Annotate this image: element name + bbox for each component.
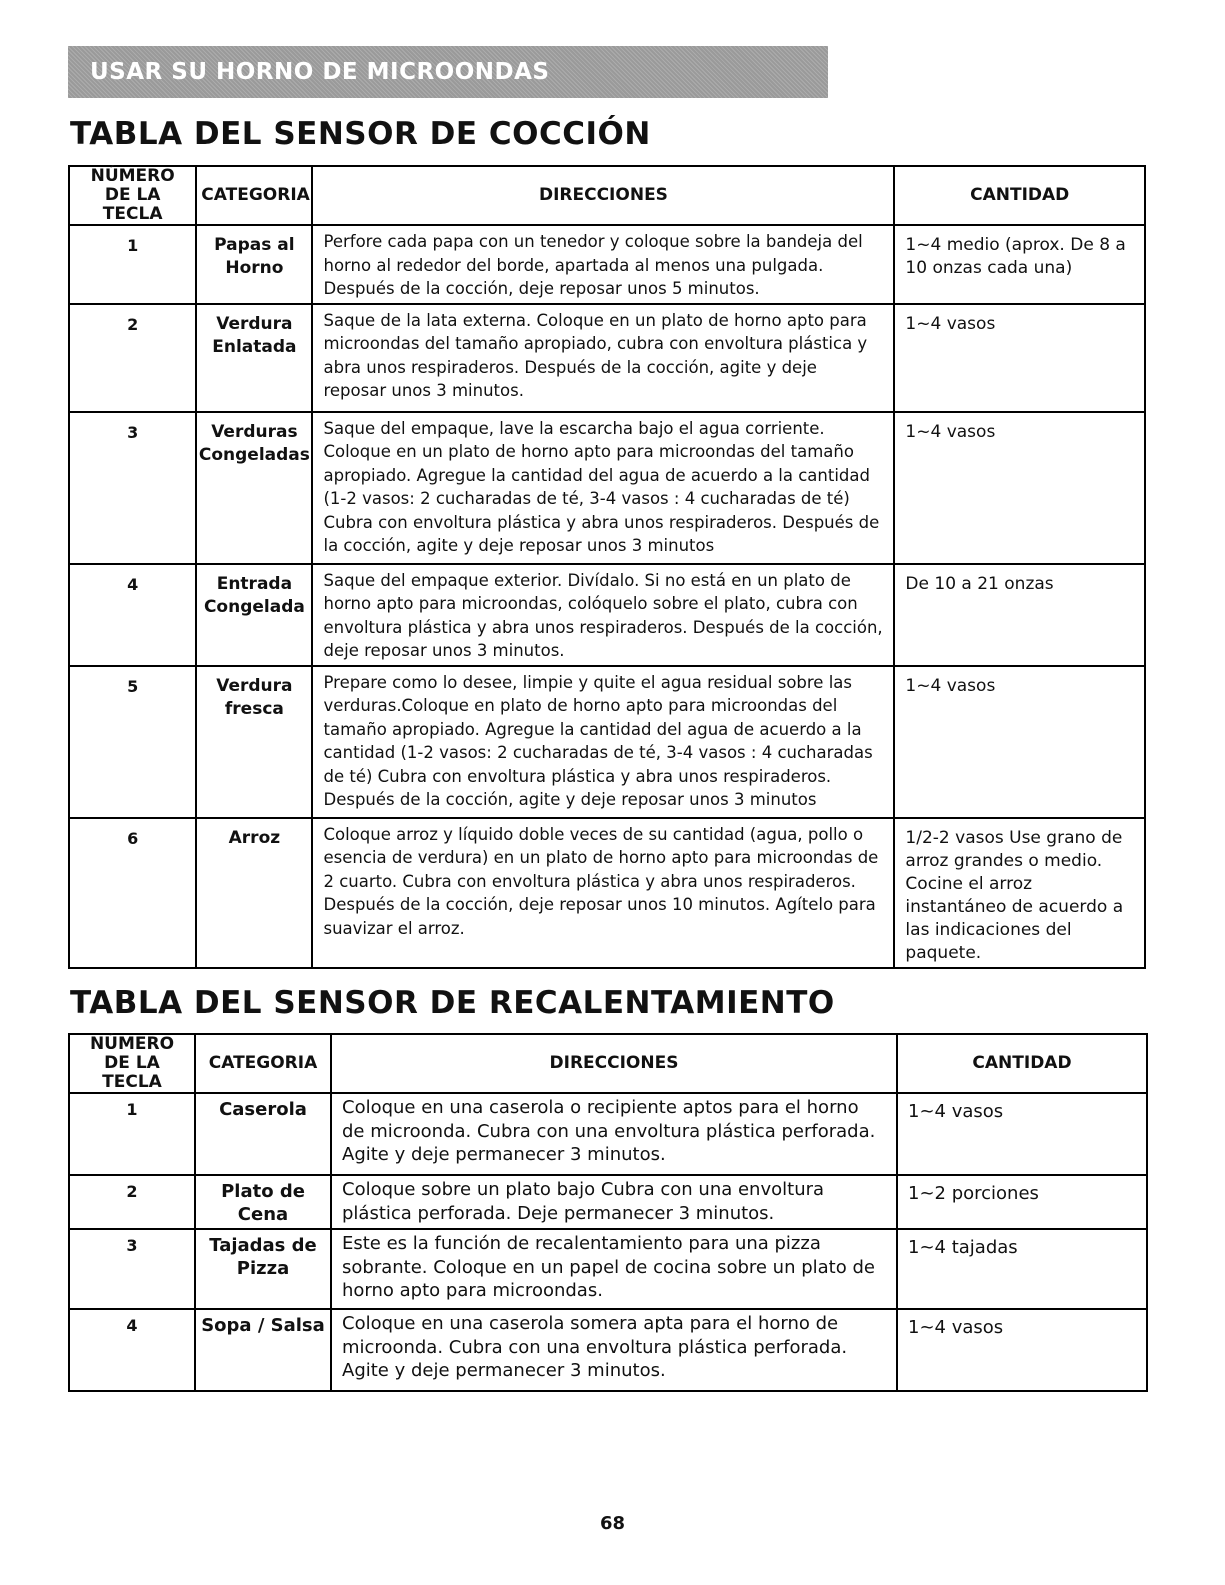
row-category: Papas al Horno bbox=[196, 225, 312, 304]
page-number: 68 bbox=[599, 1513, 626, 1534]
row-directions: Saque del empaque exterior. Divídalo. Si no está en un plato de horno apto para microondas, colóquelo sobre el plato, cubra con envoltura plástica y abra unos respiraderos. Después de la cocción, deje reposar unos 3 minutos. bbox=[312, 564, 894, 666]
row-quantity: 1~2 porciones bbox=[897, 1175, 1147, 1229]
row-directions: Coloque en una caserola somera apta para el horno de microonda. Cubra con una envoltura plástica perforada. Agite y deje permanecer 3 minutos. bbox=[331, 1309, 897, 1391]
table-row bbox=[69, 304, 1145, 412]
row-number: 3 bbox=[69, 1229, 195, 1309]
row-directions: Prepare como lo desee, limpie y quite el agua residual sobre las verduras.Coloque en plato de horno apto para microondas del tamaño apropiado. Agregue la cantidad del agua de acuerdo a la cantidad (1-2 vasos: 2 cucharadas de té, 3-4 vasos : 4 cucharadas de té) Cubra con envoltura plástica y abra unos respiraderos. Después de la cocción, agite y deje reposar unos 3 minutos bbox=[312, 666, 894, 818]
row-quantity: 1~4 vasos bbox=[897, 1309, 1147, 1391]
table-header-row bbox=[69, 166, 1145, 225]
table-row bbox=[69, 1093, 1147, 1175]
header-directions: DIRECCIONES bbox=[331, 1034, 897, 1093]
row-quantity: 1~4 vasos bbox=[894, 666, 1145, 818]
table-row bbox=[69, 564, 1145, 666]
table-row bbox=[69, 1309, 1147, 1391]
row-quantity: 1~4 vasos bbox=[894, 304, 1145, 412]
row-directions: Este es la función de recalentamiento para una pizza sobrante. Coloque en un papel de cocina sobre un plato de horno apto para microondas. bbox=[331, 1229, 897, 1309]
table-row bbox=[69, 666, 1145, 818]
row-number: 4 bbox=[69, 564, 196, 666]
row-category: Verdura fresca bbox=[196, 666, 312, 818]
reheat-sensor-table bbox=[68, 1033, 1148, 1392]
header-category: CATEGORIA bbox=[196, 166, 312, 225]
section-banner bbox=[68, 46, 828, 98]
row-directions: Coloque sobre un plato bajo Cubra con una envoltura plástica perforada. Deje permanecer 3 minutos. bbox=[331, 1175, 897, 1229]
row-directions: Coloque arroz y líquido doble veces de su cantidad (agua, pollo o esencia de verdura) en un plato de horno apto para microondas de 2 cuarto. Cubra con envoltura plástica y abra unos respiraderos. Después de la cocción, deje reposar unos 10 minutos. Agítelo para suavizar el arroz. bbox=[312, 818, 894, 968]
reheat-table-title: TABLA DEL SENSOR DE RECALENTAMIENTO bbox=[70, 985, 835, 1021]
row-directions: Saque del empaque, lave la escarcha bajo el agua corriente. Coloque en un plato de horno apto para microondas del tamaño apropiado. Agregue la cantidad del agua de acuerdo a la cantidad (1-2 vasos: 2 cucharadas de té, 3-4 vasos : 4 cucharadas de té) Cubra con envoltura plástica y abra unos respiraderos. Después de la cocción, agite y deje reposar unos 3 minutos bbox=[312, 412, 894, 564]
row-directions: Perfore cada papa con un tenedor y coloque sobre la bandeja del horno al rededor del borde, apartada al menos una pulgada. Después de la cocción, deje reposar unos 5 minutos. bbox=[312, 225, 894, 304]
row-quantity: 1~4 tajadas bbox=[897, 1229, 1147, 1309]
header-number: NÚMERO DE LA TECLA bbox=[69, 166, 196, 225]
row-number: 1 bbox=[69, 225, 196, 304]
row-quantity: 1/2-2 vasos Use grano de arroz grandes o medio. Cocine el arroz instantáneo de acuerdo a las indicaciones del paquete. bbox=[894, 818, 1145, 968]
table-row bbox=[69, 1229, 1147, 1309]
row-category: Caserola bbox=[195, 1093, 331, 1175]
table-header-row bbox=[69, 1034, 1147, 1093]
row-directions: Saque de la lata externa. Coloque en un plato de horno apto para microondas del tamaño apropiado, cubra con envoltura plástica y abra unos respiraderos. Después de la cocción, agite y deje reposar unos 3 minutos. bbox=[312, 304, 894, 412]
cooking-sensor-table bbox=[68, 165, 1146, 969]
header-quantity: CANTIDAD bbox=[894, 166, 1145, 225]
header-directions: DIRECCIONES bbox=[312, 166, 894, 225]
row-quantity: De 10 a 21 onzas bbox=[894, 564, 1145, 666]
row-category: Verduras Congeladas bbox=[196, 412, 312, 564]
row-category: Arroz bbox=[196, 818, 312, 968]
row-number: 2 bbox=[69, 304, 196, 412]
row-number: 1 bbox=[69, 1093, 195, 1175]
row-category: Tajadas de Pizza bbox=[195, 1229, 331, 1309]
row-category: Sopa / Salsa bbox=[195, 1309, 331, 1391]
header-quantity: CANTIDAD bbox=[897, 1034, 1147, 1093]
row-number: 4 bbox=[69, 1309, 195, 1391]
table-row bbox=[69, 412, 1145, 564]
row-quantity: 1~4 vasos bbox=[894, 412, 1145, 564]
row-category: Entrada Congelada bbox=[196, 564, 312, 666]
row-number: 3 bbox=[69, 412, 196, 564]
row-quantity: 1~4 vasos bbox=[897, 1093, 1147, 1175]
header-number: NÚMERO DE LA TECLA bbox=[69, 1034, 195, 1093]
header-category: CATEGORIA bbox=[195, 1034, 331, 1093]
section-banner-text: USAR SU HORNO DE MICROONDAS bbox=[90, 59, 550, 85]
row-quantity: 1~4 medio (aprox. De 8 a 10 onzas cada una) bbox=[894, 225, 1145, 304]
row-directions: Coloque en una caserola o recipiente aptos para el horno de microonda. Cubra con una envoltura plástica perforada. Agite y deje permanecer 3 minutos. bbox=[331, 1093, 897, 1175]
table-row bbox=[69, 1175, 1147, 1229]
table-row bbox=[69, 818, 1145, 968]
row-number: 2 bbox=[69, 1175, 195, 1229]
row-number: 5 bbox=[69, 666, 196, 818]
table-row bbox=[69, 225, 1145, 304]
cooking-table-title: TABLA DEL SENSOR DE COCCIÓN bbox=[70, 116, 651, 152]
row-number: 6 bbox=[69, 818, 196, 968]
row-category: Plato de Cena bbox=[195, 1175, 331, 1229]
row-category: Verdura Enlatada bbox=[196, 304, 312, 412]
